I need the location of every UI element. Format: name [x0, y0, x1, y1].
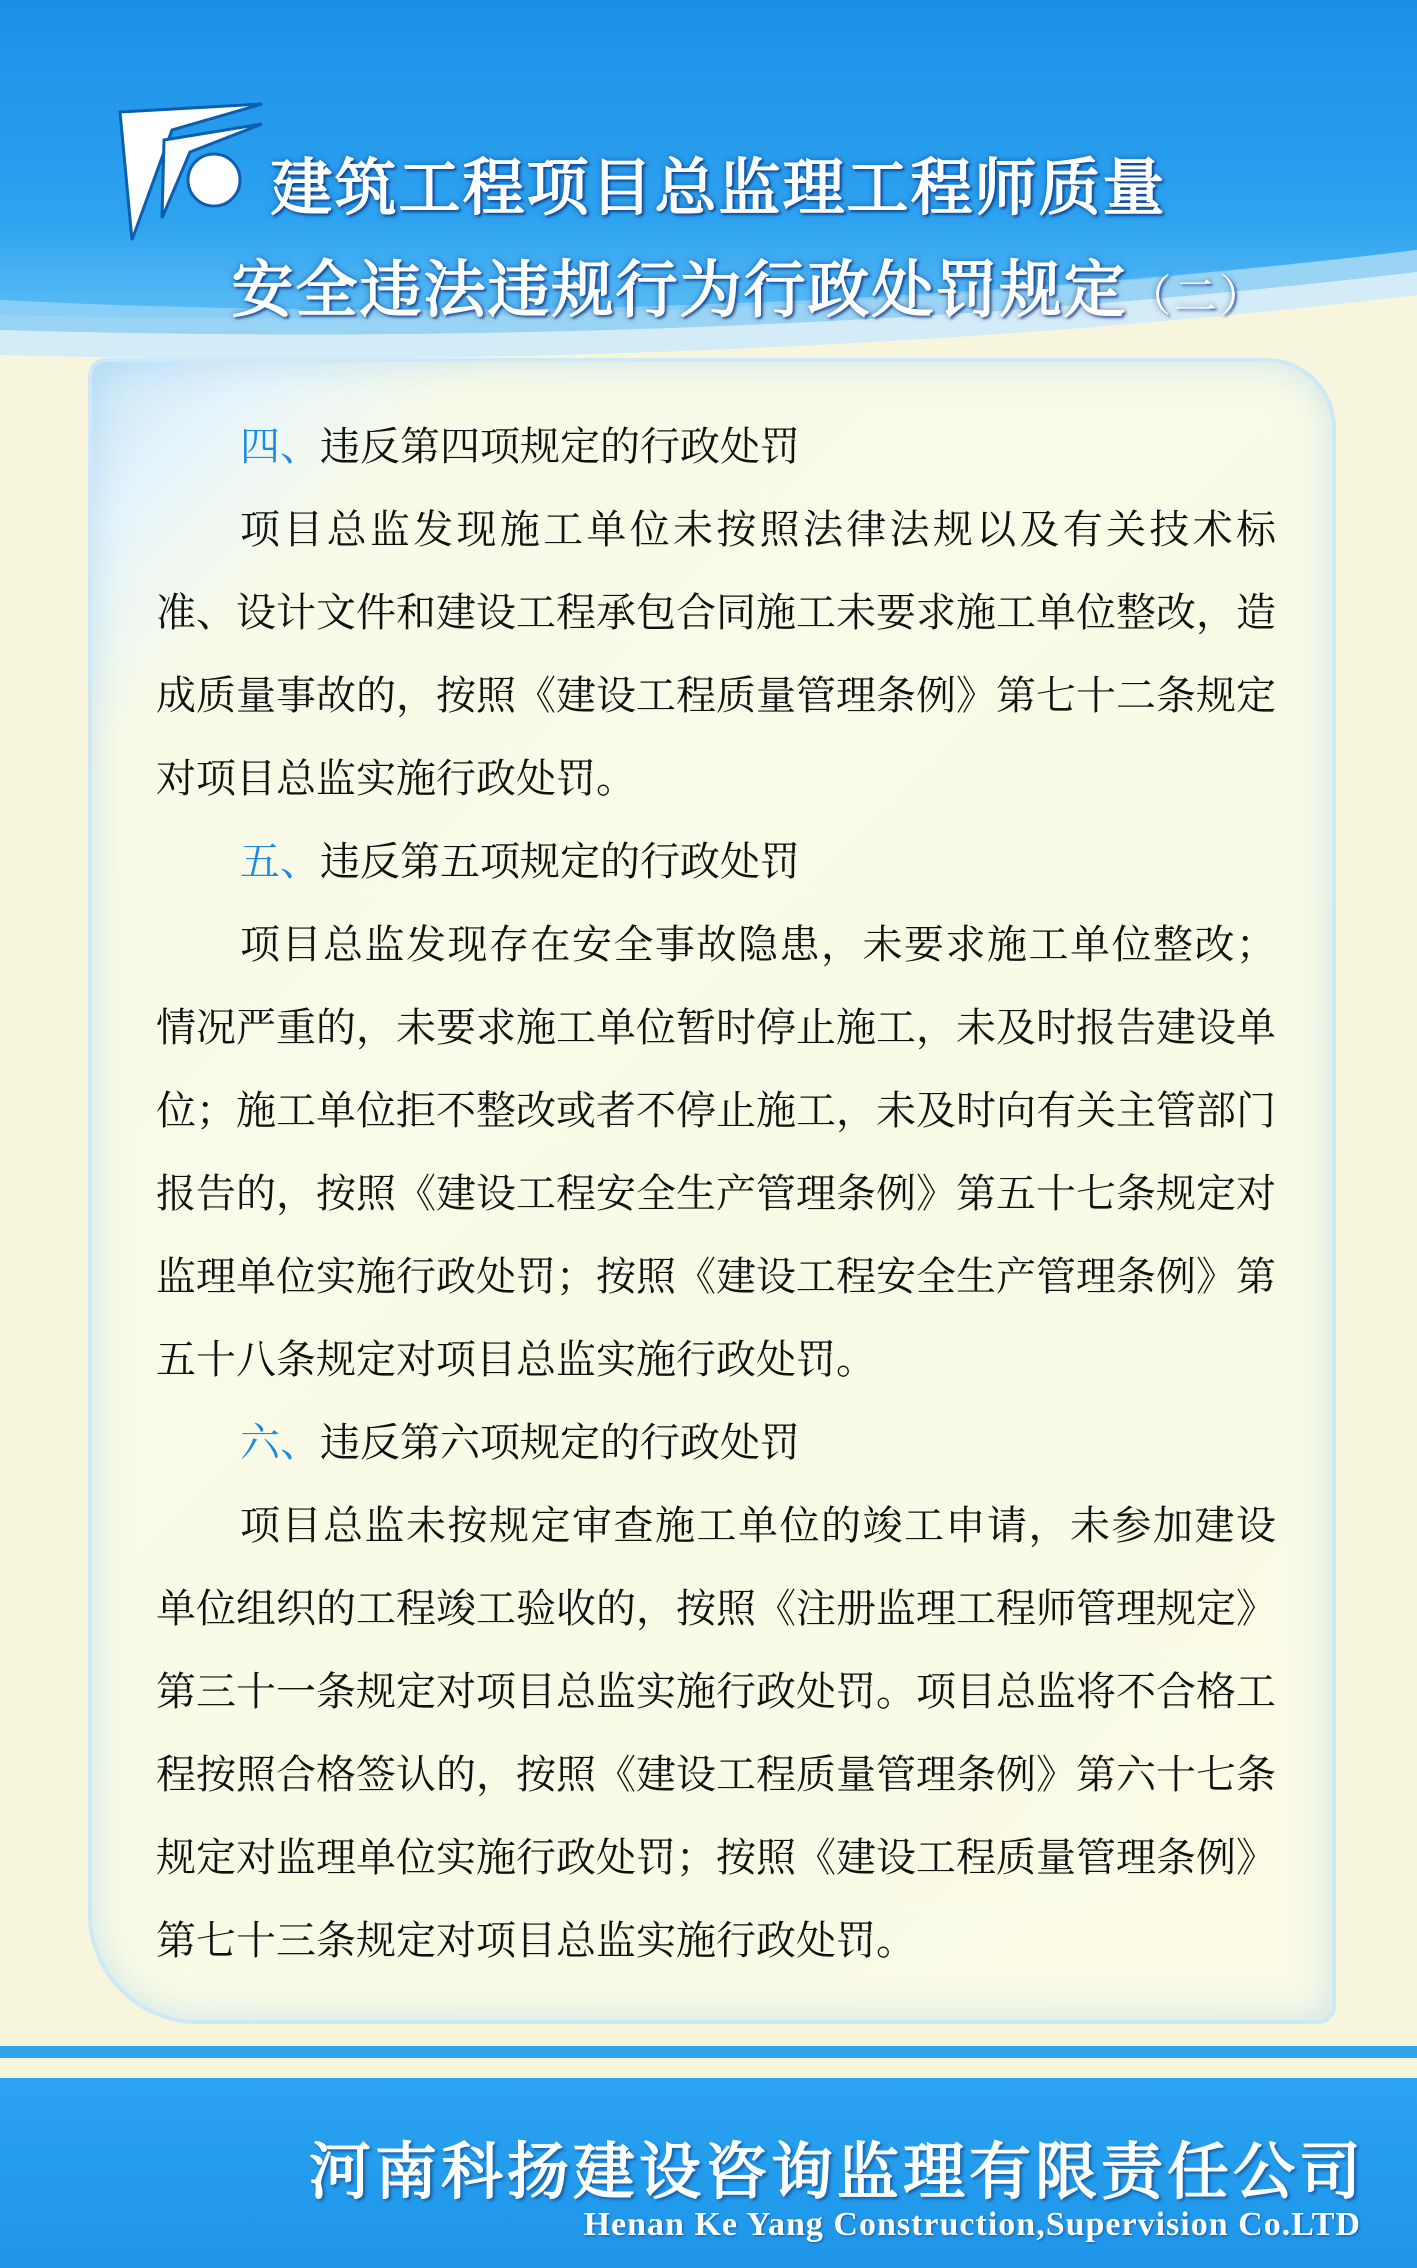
section-heading-text: 违反第五项规定的行政处罚	[320, 839, 800, 885]
content-body	[156, 406, 1276, 1983]
section-heading-5	[156, 821, 1276, 904]
section-paragraph-5: 项目总监发现存在安全事故隐患，未要求施工单位整改；情况严重的，未要求施工单位暂时停止施工，未及时报告建设单位；施工单位拒不整改或者不停止施工，未及时向有关主管部门报告的，按照《建设工程安全生产管理条例》第五十七条规定对监理单位实施行政处罚；按照《建设工程安全生产管理条例》第五十八条规定对项目总监实施行政处罚。	[156, 922, 1276, 1383]
section-paragraph-6: 项目总监未按规定审查施工单位的竣工申请，未参加建设单位组织的工程竣工验收的，按照《注册监理工程师管理规定》第三十一条规定对项目总监实施行政处罚。项目总监将不合格工程按照合格签认的，按照《建设工程质量管理条例》第六十七条规定对监理单位实施行政处罚；按照《建设工程质量管理条例》第七十三条规定对项目总监实施行政处罚。	[156, 1503, 1276, 1964]
section-heading-text: 违反第六项规定的行政处罚	[320, 1420, 800, 1466]
section-heading-6	[156, 1402, 1276, 1485]
content-panel	[88, 358, 1336, 2024]
page-title-line-1: 建筑工程项目总监理工程师质量	[270, 151, 1167, 224]
section-number: 五、	[240, 839, 320, 885]
title-main-text: 安全违法违规行为行政处罚规定	[231, 253, 1128, 326]
footer-banner	[0, 2078, 1417, 2268]
section-heading-4	[156, 406, 1276, 489]
footer-divider-band	[0, 2046, 1417, 2058]
company-name-chinese: 河南科扬建设咨询监理有限责任公司	[308, 2135, 1365, 2208]
section-heading-text: 违反第四项规定的行政处罚	[320, 424, 800, 470]
page-title-line-2	[0, 240, 1417, 329]
title-suffix: （二）	[1127, 271, 1266, 322]
header-banner	[0, 0, 1417, 380]
section-number: 六、	[240, 1420, 320, 1466]
section-number: 四、	[240, 424, 320, 470]
company-name-english: Henan Ke Yang Construction,Supervision Co.LTD	[583, 2206, 1361, 2243]
section-paragraph-4: 项目总监发现施工单位未按照法律法规以及有关技术标准、设计文件和建设工程承包合同施工未要求施工单位整改，造成质量事故的，按照《建设工程质量管理条例》第七十二条规定对项目总监实施行政处罚。	[156, 507, 1276, 802]
